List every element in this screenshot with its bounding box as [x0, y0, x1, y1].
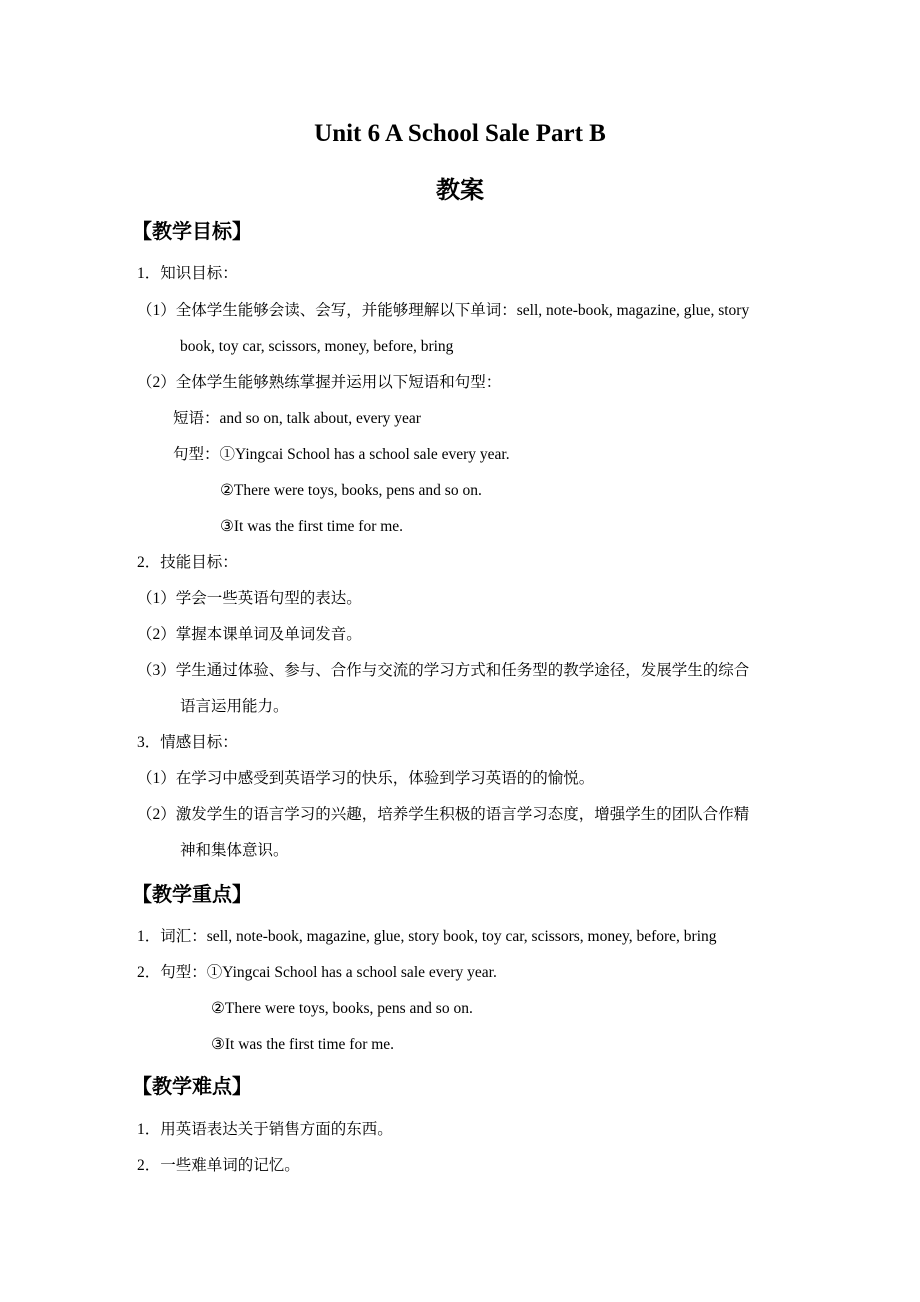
document-title: Unit 6 A School Sale Part B [314, 120, 606, 147]
text-line: ②There were toys, books, pens and so on. [211, 1000, 473, 1017]
text-line: 短语：and so on, talk about, every year [173, 410, 421, 427]
text-line: 2．技能目标： [137, 554, 238, 571]
text-line: 1．词汇：sell, note-book, magazine, glue, story book, toy car, scissors, money, before, bring [137, 928, 717, 945]
text-line: 3．情感目标： [137, 734, 238, 751]
section-heading-key-points: 【教学重点】 [132, 884, 252, 906]
section-heading-objectives: 【教学目标】 [132, 221, 252, 243]
text-line: 1．知识目标： [137, 265, 238, 282]
text-line: book, toy car, scissors, money, before, bring [180, 338, 454, 355]
text-line: 语言运用能力。 [180, 698, 289, 715]
text-line: 2．句型：①Yingcai School has a school sale every year. [137, 964, 497, 981]
text-line: （1）学会一些英语句型的表达。 [137, 590, 362, 607]
text-line: 神和集体意识。 [180, 842, 289, 859]
document-subtitle: 教案 [436, 178, 484, 204]
section-heading-difficulties: 【教学难点】 [132, 1076, 252, 1098]
text-line: 句型：①Yingcai School has a school sale every year. [173, 446, 510, 463]
text-line: （1）全体学生能够会读、会写，并能够理解以下单词：sell, note-book, magazine, glue, story [137, 302, 750, 319]
text-line: ③It was the first time for me. [220, 518, 404, 535]
text-line: （1）在学习中感受到英语学习的快乐，体验到学习英语的的愉悦。 [137, 770, 595, 787]
text-line: （2）全体学生能够熟练掌握并运用以下短语和句型： [137, 374, 502, 391]
text-line: （2）激发学生的语言学习的兴趣，培养学生积极的语言学习态度，增强学生的团队合作精 [137, 806, 750, 823]
text-line: 2．一些难单词的记忆。 [137, 1157, 300, 1174]
text-line: ②There were toys, books, pens and so on. [220, 482, 482, 499]
text-line: （2）掌握本课单词及单词发音。 [137, 626, 362, 643]
text-line: 1．用英语表达关于销售方面的东西。 [137, 1121, 393, 1138]
text-line: （3）学生通过体验、参与、合作与交流的学习方式和任务型的教学途径，发展学生的综合 [137, 662, 750, 679]
text-line: ③It was the first time for me. [211, 1036, 395, 1053]
